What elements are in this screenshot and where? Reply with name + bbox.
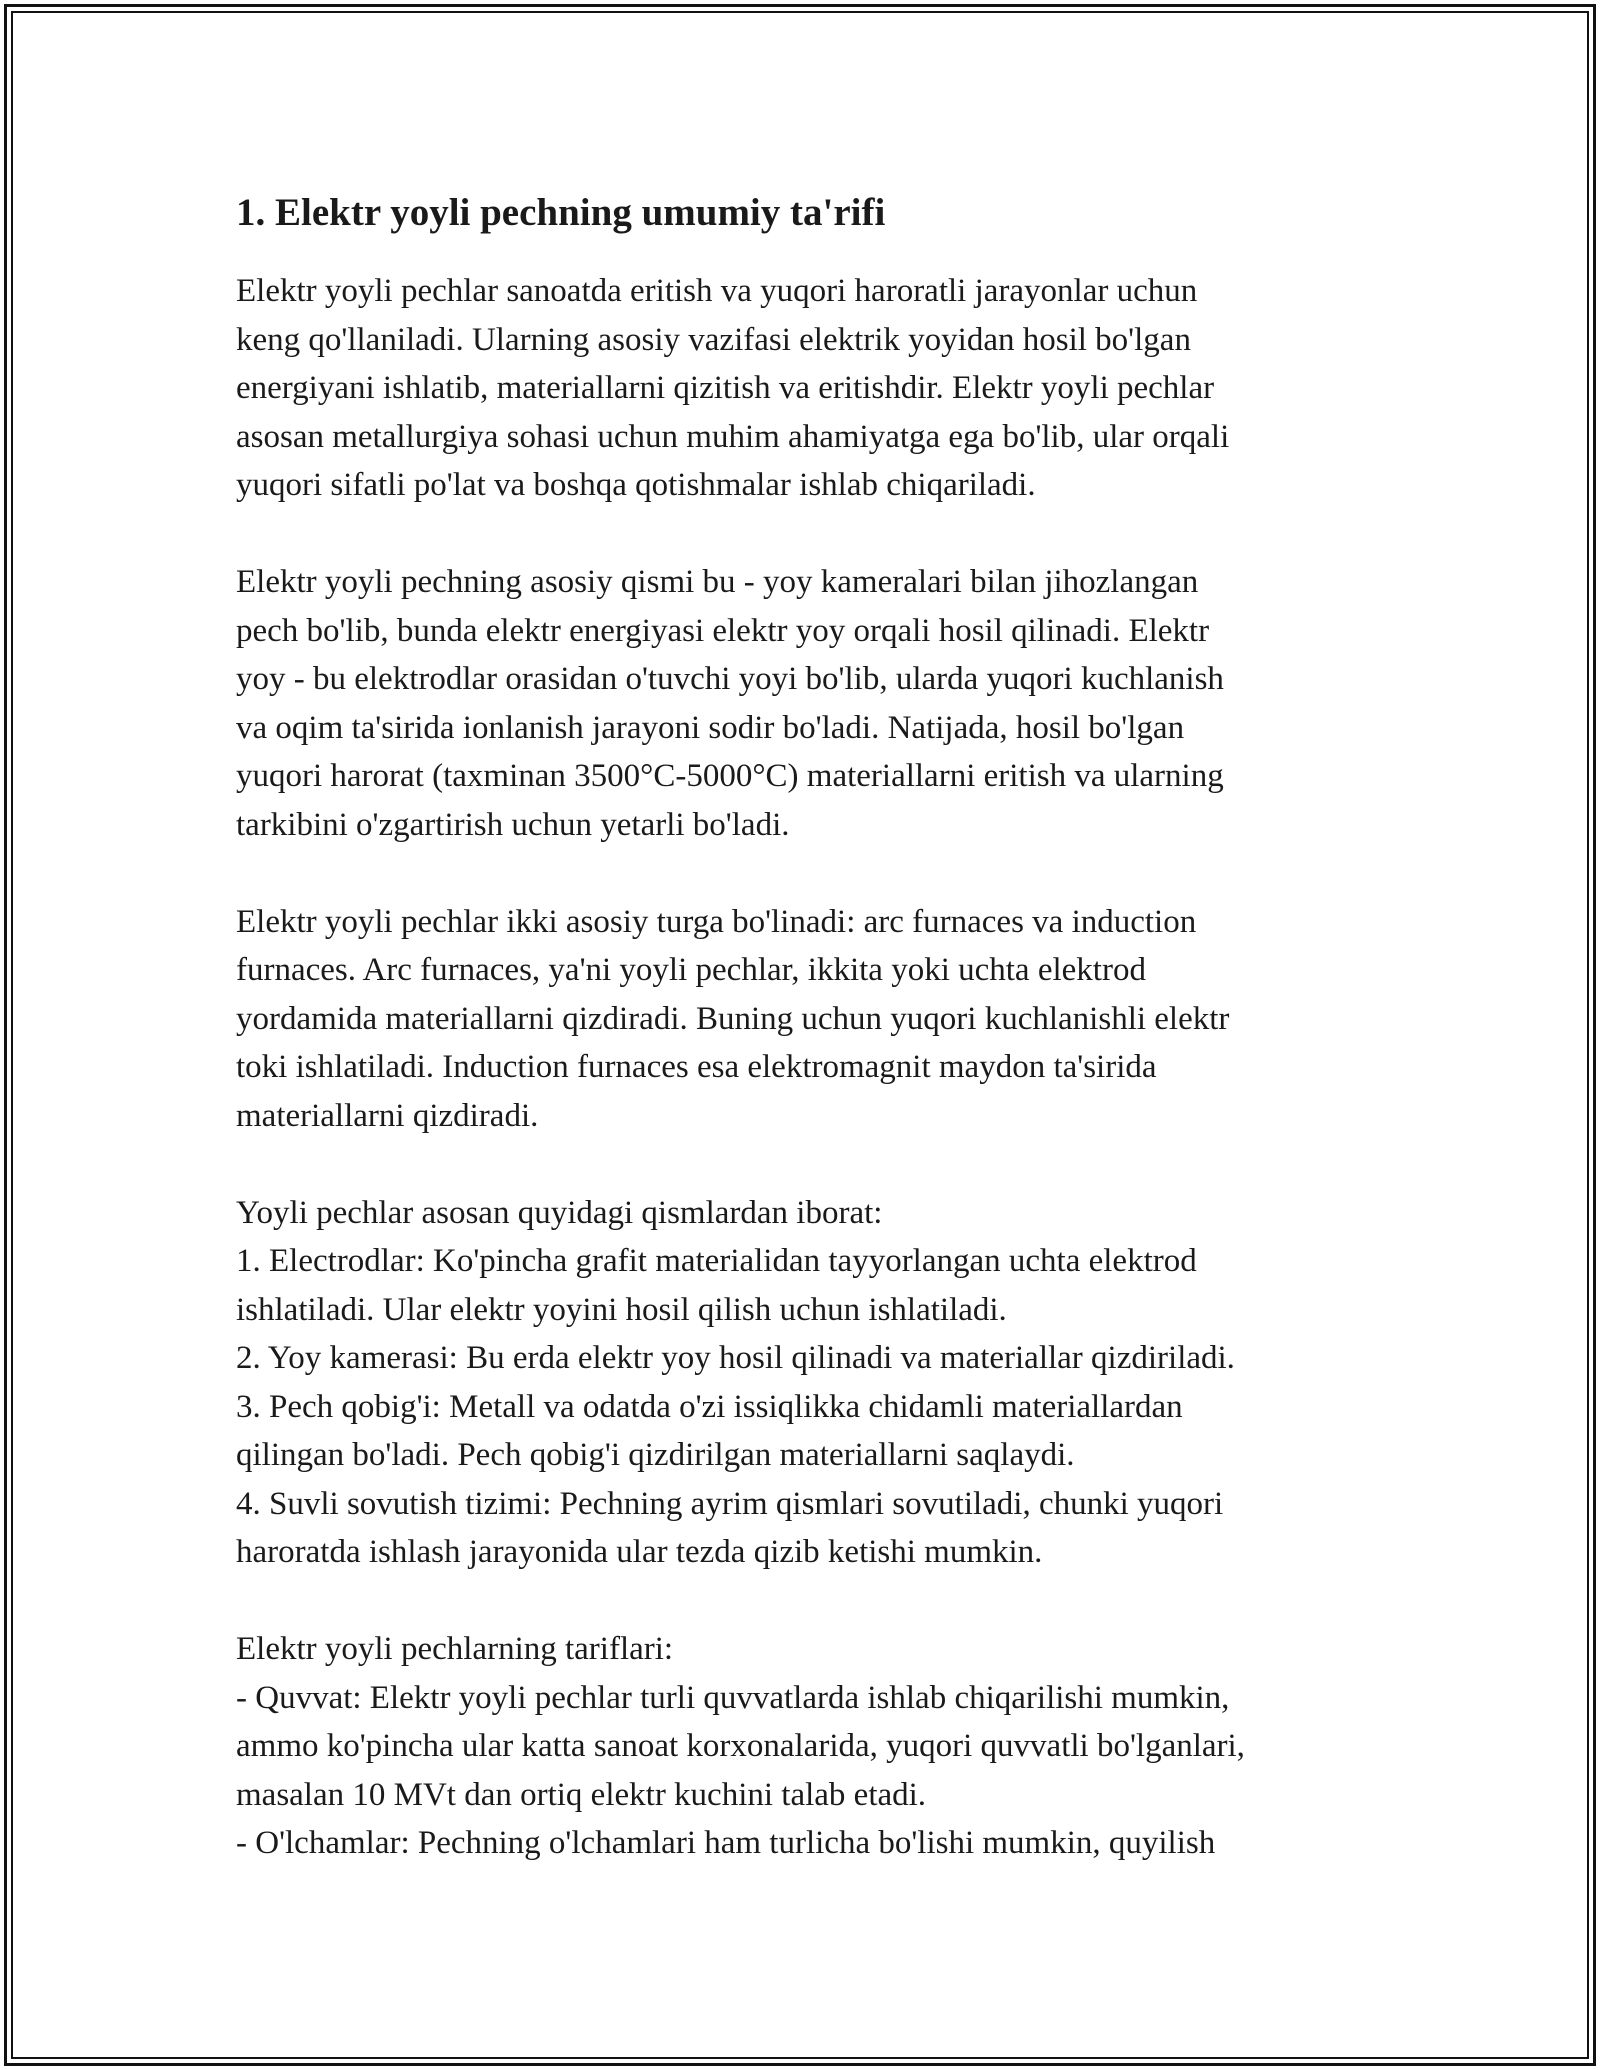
list-item: 4. Suvli sovutish tizimi: Pechning ayrim qismlari sovutiladi, chunki yuqori bbox=[236, 1485, 1224, 1522]
list-item: - Quvvat: Elektr yoyli pechlar turli quvvatlarda ishlab chiqarilishi mumkin, bbox=[236, 1679, 1230, 1716]
list-item: 3. Pech qobig'i: Metall va odatda o'zi issiqlikka chidamli materiallardan bbox=[236, 1388, 1183, 1425]
text-line: Elektr yoyli pechning asosiy qismi bu - yoy kameralari bilan jihozlangan bbox=[236, 564, 1199, 600]
text-line: yordamida materiallarni qizdiradi. Buning uchun yuqori kuchlanishli elektr bbox=[236, 1000, 1230, 1037]
page-title: 1. Elektr yoyli pechning umumiy ta'rifi bbox=[236, 191, 886, 234]
text-line: furnaces. Arc furnaces, ya'ni yoyli pechlar, ikkita yoki uchta elektrod bbox=[236, 952, 1146, 988]
text-line: haroratda ishlash jarayonida ular tezda qizib ketishi mumkin. bbox=[236, 1534, 1043, 1570]
paragraph-main-part bbox=[236, 558, 1376, 849]
text-line: ishlatiladi. Ular elektr yoyini hosil qilish uchun ishlatiladi. bbox=[236, 1291, 1007, 1328]
text-line: Elektr yoyli pechlar sanoatda eritish va yuqori haroratli jarayonlar uchun bbox=[236, 273, 1198, 309]
text-line: asosan metallurgiya sohasi uchun muhim ahamiyatga ega bo'lib, ular orqali bbox=[236, 418, 1230, 455]
text-line: yoy - bu elektrodlar orasidan o'tuvchi yoyi bo'lib, ularda yuqori kuchlanish bbox=[236, 661, 1224, 697]
text-line: va oqim ta'sirida ionlanish jarayoni sodir bo'ladi. Natijada, hosil bo'lgan bbox=[236, 709, 1185, 746]
text-line: ammo ko'pincha ular katta sanoat korxonalarida, yuqori quvvatli bo'lganlari, bbox=[236, 1728, 1245, 1764]
text-line: energiyani ishlatib, materiallarni qizitish va eritishdir. Elektr yoyli pechlar bbox=[236, 370, 1215, 406]
list-item: - O'lchamlar: Pechning o'lchamlari ham turlicha bo'lishi mumkin, quyilish bbox=[236, 1825, 1216, 1861]
text-line: Elektr yoyli pechlarning tariflari: bbox=[236, 1631, 674, 1667]
text-line: yuqori harorat (taxminan 3500°C-5000°C) materiallarni eritish va ularning bbox=[236, 758, 1224, 794]
document-body bbox=[236, 183, 1376, 1916]
paragraph-specifications bbox=[236, 1625, 1376, 1868]
paragraph-components bbox=[236, 1189, 1376, 1577]
text-line: Elektr yoyli pechlar ikki asosiy turga bo'linadi: arc furnaces va induction bbox=[236, 903, 1197, 940]
text-line: keng qo'llaniladi. Ularning asosiy vazifasi elektrik yoyidan hosil bo'lgan bbox=[236, 321, 1191, 358]
text-line: toki ishlatiladi. Induction furnaces esa elektromagnit maydon ta'sirida bbox=[236, 1049, 1157, 1085]
text-line: tarkibini o'zgartirish uchun yetarli bo'ladi. bbox=[236, 806, 790, 843]
text-line: qilingan bo'ladi. Pech qobig'i qizdirilgan materiallarni saqlaydi. bbox=[236, 1437, 1075, 1473]
text-line: materiallarni qizdiradi. bbox=[236, 1097, 539, 1134]
text-line: Yoyli pechlar asosan quyidagi qismlardan iborat: bbox=[236, 1194, 883, 1231]
text-line: pech bo'lib, bunda elektr energiyasi elektr yoy orqali hosil qilinadi. Elektr bbox=[236, 612, 1210, 649]
text-line: yuqori sifatli po'lat va boshqa qotishmalar ishlab chiqariladi. bbox=[236, 467, 1036, 503]
text-line: masalan 10 MVt dan ortiq elektr kuchini talab etadi. bbox=[236, 1776, 927, 1813]
paragraph-types bbox=[236, 898, 1376, 1141]
list-item: 1. Electrodlar: Ko'pincha grafit materialidan tayyorlangan uchta elektrod bbox=[236, 1243, 1197, 1279]
paragraph-general bbox=[236, 267, 1376, 510]
list-item: 2. Yoy kamerasi: Bu erda elektr yoy hosil qilinadi va materiallar qizdiriladi. bbox=[236, 1340, 1235, 1376]
